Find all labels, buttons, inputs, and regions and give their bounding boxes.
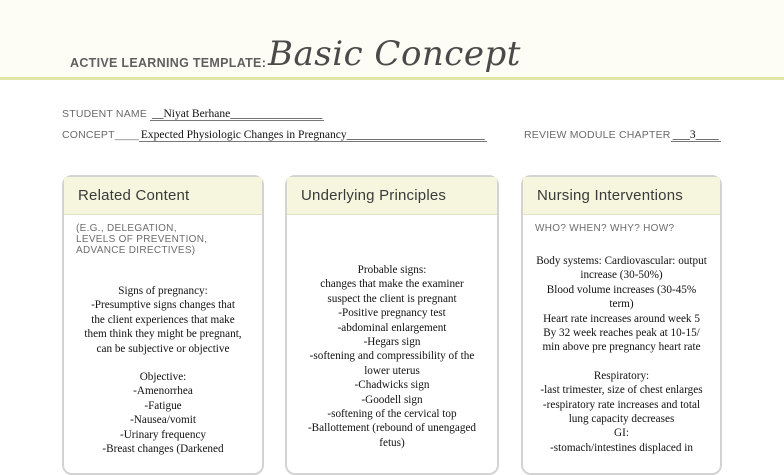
body-line: -abdominal enlargement <box>337 321 447 334</box>
body-line: -Chadwicks sign <box>354 379 430 392</box>
subtitle-line: ADVANCE DIRECTIVES) <box>76 245 196 256</box>
body-line: increase (30-50%) <box>580 269 663 282</box>
body-line: suspect the client is pregnant <box>327 292 457 305</box>
concept-row <box>62 129 487 142</box>
body-line: -Amenorrhea <box>133 385 193 398</box>
body-line: -last trimester, size of chest enlarges <box>540 384 703 397</box>
concept-field[interactable]: Expected Physiologic Changes in Pregnancy________________________ <box>140 129 485 141</box>
related-content-body[interactable] <box>64 256 262 456</box>
body-line: Respiratory: <box>593 369 650 382</box>
related-content-subtitle <box>64 215 262 256</box>
review-module-field[interactable]: ___3____ <box>672 129 719 141</box>
subtitle-line: LEVELS OF PREVENTION, <box>76 234 208 245</box>
body-line: By 32 week reaches peak at 10-15/ <box>543 327 700 340</box>
nursing-interventions-subtitle <box>523 215 720 234</box>
student-name-label: STUDENT NAME <box>62 108 148 120</box>
review-module-label: REVIEW MODULE CHAPTER <box>524 129 671 141</box>
body-line: -softening and compressibility of the <box>309 350 475 363</box>
body-line: -respiratory rate increases and total <box>542 398 701 411</box>
body-line: lung capacity decreases <box>568 413 675 426</box>
nursing-interventions-title: Nursing Interventions <box>523 177 720 215</box>
body-line: -Goodell sign <box>361 393 423 406</box>
template-title: Basic Concept <box>268 34 521 74</box>
underlying-principles-title: Underlying Principles <box>287 177 497 215</box>
body-line: fetus) <box>379 436 405 449</box>
body-line: Signs of pregnancy: <box>118 285 208 297</box>
subtitle-line: (E.G., DELEGATION, <box>76 223 177 234</box>
body-line: -softening of the cervical top <box>327 408 457 421</box>
body-line: -Presumptive signs changes that <box>91 299 235 312</box>
related-content-title: Related Content <box>64 177 262 215</box>
body-line: -Urinary frequency <box>119 428 207 441</box>
nursing-interventions-body[interactable] <box>523 234 720 455</box>
body-gap <box>70 356 256 370</box>
subtitle-line: WHO? WHEN? WHY? HOW? <box>535 223 675 234</box>
header-band <box>0 0 784 80</box>
body-line: -Fatigue <box>144 399 182 412</box>
body-line: can be subjective or objective <box>96 342 230 355</box>
related-content-panel <box>62 175 264 475</box>
body-line: Probable signs: <box>357 264 427 276</box>
body-line: -stomach/intestines displaced in <box>550 441 693 454</box>
template-label: ACTIVE LEARNING TEMPLATE: <box>70 56 267 70</box>
body-line: them think they might be pregnant, <box>84 328 242 341</box>
body-line: changes that make the examiner <box>320 278 464 291</box>
underlying-principles-body[interactable] <box>287 215 497 450</box>
body-line: the client experiences that make <box>91 313 235 326</box>
body-line: GI: <box>614 427 629 440</box>
body-line: lower uterus <box>364 364 420 377</box>
student-name-row <box>62 108 324 121</box>
body-line: Blood volume increases (30-45% <box>546 283 697 296</box>
concept-label: CONCEPT____ <box>62 129 139 141</box>
body-line: -Hegars sign <box>363 336 421 349</box>
review-module-row <box>524 129 721 142</box>
body-gap <box>527 355 716 369</box>
body-line: Heart rate increases around week 5 <box>543 312 700 325</box>
body-line: -Ballottement (rebound of unengaged <box>307 422 477 435</box>
body-line: min above pre pregnancy heart rate <box>542 341 701 354</box>
nursing-interventions-panel <box>521 175 722 475</box>
student-name-field[interactable]: __Niyat Berhane________________ <box>151 108 323 120</box>
body-line: -Nausea/vomit <box>130 414 196 427</box>
body-line: -Positive pregnancy test <box>338 307 446 320</box>
body-line: term) <box>609 298 634 311</box>
body-line: Body systems: Cardiovascular: output <box>536 255 707 267</box>
underlying-principles-panel <box>285 175 499 475</box>
body-line: -Breast changes (Darkened <box>102 443 224 456</box>
body-line: Objective: <box>139 371 187 384</box>
